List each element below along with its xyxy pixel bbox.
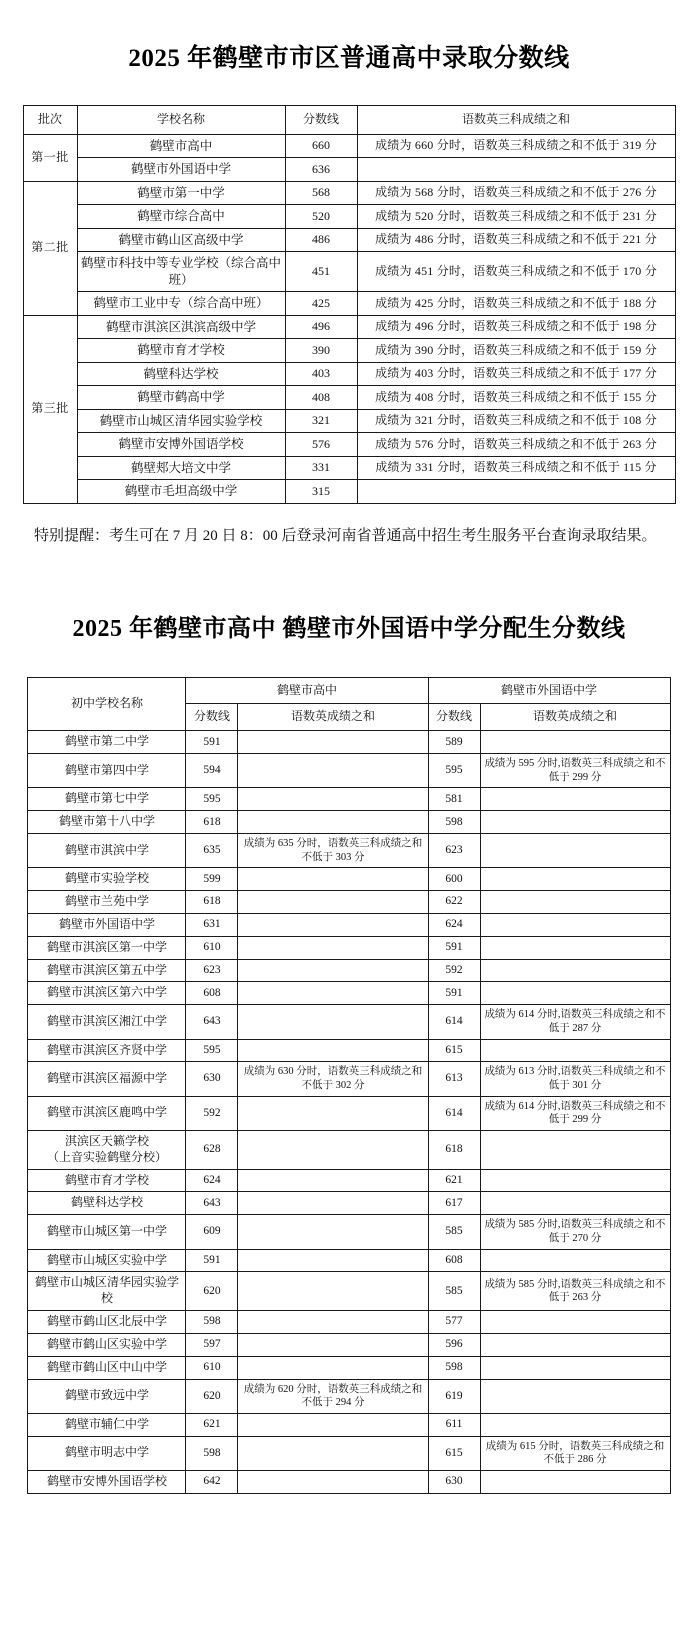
table-row [23, 480, 675, 504]
subject-sum-a-cell [238, 913, 428, 936]
subject-sum-b-cell: 成绩为 614 分时,语数英三科成绩之和不低于 299 分 [480, 1096, 670, 1130]
middle-school-name-cell: 鹤壁市鹤山区北辰中学 [28, 1311, 186, 1334]
subject-sum-b-cell [480, 1413, 670, 1436]
subject-sum-cell [357, 480, 675, 504]
middle-school-name-cell: 鹤壁科达学校 [28, 1192, 186, 1215]
cutoff-score-b-cell: 615 [428, 1039, 480, 1062]
cutoff-score-a-cell: 610 [186, 1356, 238, 1379]
subject-sum-b-cell [480, 1249, 670, 1272]
subject-sum-a-cell [238, 788, 428, 811]
subject-sum-b-cell [480, 1192, 670, 1215]
cutoff-score-a-cell: 620 [186, 1379, 238, 1413]
cutoff-score-b-cell: 598 [428, 1356, 480, 1379]
cutoff-score-cell: 321 [285, 409, 357, 433]
middle-school-name-cell: 淇滨区天籁学校 （上音实验鹤壁分校） [28, 1130, 186, 1169]
table-row [28, 982, 670, 1005]
school-name-cell: 鹤壁市工业中专（综合高中班） [77, 292, 285, 316]
subject-sum-cell: 成绩为 408 分时，语数英三科成绩之和不低于 155 分 [357, 386, 675, 410]
subject-sum-cell: 成绩为 403 分时，语数英三科成绩之和不低于 177 分 [357, 362, 675, 386]
subject-sum-b-cell [480, 1333, 670, 1356]
cutoff-score-a-cell: 642 [186, 1470, 238, 1493]
subject-sum-a-cell [238, 811, 428, 834]
admission-score-table [23, 105, 676, 504]
table-row [28, 913, 670, 936]
subject-sum-cell: 成绩为 576 分时，语数英三科成绩之和不低于 263 分 [357, 433, 675, 457]
cutoff-score-a-cell: 643 [186, 1192, 238, 1215]
table-row [28, 959, 670, 982]
table-row [28, 868, 670, 891]
table-header-row-top [28, 677, 670, 704]
subject-sum-a-cell [238, 1169, 428, 1192]
cutoff-score-cell: 660 [285, 134, 357, 158]
subject-sum-a-cell [238, 1249, 428, 1272]
subject-sum-a-cell [238, 1356, 428, 1379]
subject-sum-b-cell: 成绩为 614 分时,语数英三科成绩之和不低于 287 分 [480, 1005, 670, 1039]
column-header-cutoff: 分数线 [285, 106, 357, 135]
school-name-cell: 鹤壁市科技中等专业学校（综合高中班） [77, 252, 285, 292]
cutoff-score-a-cell: 624 [186, 1169, 238, 1192]
cutoff-score-a-cell: 630 [186, 1062, 238, 1096]
subject-sum-b-cell: 成绩为 615 分时，语数英三科成绩之和不低于 286 分 [480, 1436, 670, 1470]
cutoff-score-b-cell: 591 [428, 936, 480, 959]
subject-sum-b-cell [480, 731, 670, 754]
subject-sum-b-cell [480, 1470, 670, 1493]
subject-sum-a-cell [238, 1192, 428, 1215]
cutoff-score-b-cell: 619 [428, 1379, 480, 1413]
subject-sum-a-cell [238, 1039, 428, 1062]
cutoff-score-b-cell: 611 [428, 1413, 480, 1436]
column-header-middle-school: 初中学校名称 [28, 677, 186, 731]
page-title-second-table: 2025 年鹤壁市高中 鹤壁市外国语中学分配生分数线 [72, 616, 626, 643]
cutoff-score-b-cell: 592 [428, 959, 480, 982]
subject-sum-cell: 成绩为 520 分时，语数英三科成绩之和不低于 231 分 [357, 205, 675, 229]
cutoff-score-a-cell: 598 [186, 1311, 238, 1334]
cutoff-score-b-cell: 624 [428, 913, 480, 936]
cutoff-score-a-cell: 609 [186, 1215, 238, 1249]
table-row [23, 181, 675, 205]
subject-sum-cell: 成绩为 660 分时，语数英三科成绩之和不低于 319 分 [357, 134, 675, 158]
cutoff-score-a-cell: 594 [186, 754, 238, 788]
table-row [28, 1356, 670, 1379]
middle-school-name-cell: 鹤壁市淇滨区福源中学 [28, 1062, 186, 1096]
cutoff-score-cell: 496 [285, 315, 357, 339]
table-row [23, 409, 675, 433]
cutoff-score-b-cell: 596 [428, 1333, 480, 1356]
column-header-school-b: 鹤壁市外国语中学 [428, 677, 670, 704]
cutoff-score-b-cell: 623 [428, 834, 480, 868]
cutoff-score-b-cell: 621 [428, 1169, 480, 1192]
table-row [28, 788, 670, 811]
table-row [23, 292, 675, 316]
table-header-row [23, 106, 675, 135]
subject-sum-a-cell [238, 1005, 428, 1039]
batch-cell: 第三批 [23, 315, 77, 503]
subject-sum-b-cell [480, 913, 670, 936]
school-name-cell: 鹤壁市安博外国语学校 [77, 433, 285, 457]
cutoff-score-cell: 390 [285, 339, 357, 363]
cutoff-score-b-cell: 608 [428, 1249, 480, 1272]
cutoff-score-a-cell: 598 [186, 1436, 238, 1470]
table-row [23, 205, 675, 229]
subject-sum-b-cell [480, 982, 670, 1005]
table-row [28, 1379, 670, 1413]
middle-school-name-cell: 鹤壁市外国语中学 [28, 913, 186, 936]
subject-sum-b-cell: 成绩为 613 分时,语数英三科成绩之和不低于 301 分 [480, 1062, 670, 1096]
cutoff-score-a-cell: 623 [186, 959, 238, 982]
middle-school-name-cell: 鹤壁市淇滨区第一中学 [28, 936, 186, 959]
subject-sum-a-cell [238, 1413, 428, 1436]
school-name-cell: 鹤壁科达学校 [77, 362, 285, 386]
subject-sum-cell: 成绩为 425 分时，语数英三科成绩之和不低于 188 分 [357, 292, 675, 316]
first-table-wrapper [0, 105, 698, 504]
document-page [0, 17, 698, 1534]
middle-school-name-cell: 鹤壁市安博外国语学校 [28, 1470, 186, 1493]
table-row [23, 456, 675, 480]
column-header-batch: 批次 [23, 106, 77, 135]
cutoff-score-a-cell: 620 [186, 1272, 238, 1311]
middle-school-name-cell: 鹤壁市淇滨区鹿鸣中学 [28, 1096, 186, 1130]
cutoff-score-a-cell: 635 [186, 834, 238, 868]
subject-sum-b-cell [480, 868, 670, 891]
table-row [28, 731, 670, 754]
subject-sum-cell: 成绩为 496 分时，语数英三科成绩之和不低于 198 分 [357, 315, 675, 339]
subject-sum-a-cell [238, 868, 428, 891]
table-header [23, 106, 675, 135]
column-header-sum-a: 语数英成绩之和 [238, 704, 428, 731]
school-name-cell: 鹤壁市淇滨区淇滨高级中学 [77, 315, 285, 339]
middle-school-name-cell: 鹤壁市淇滨区第五中学 [28, 959, 186, 982]
table-row [28, 1062, 670, 1096]
table-row [28, 811, 670, 834]
middle-school-name-cell: 鹤壁市第四中学 [28, 754, 186, 788]
page-title-first-table: 2025 年鹤壁市市区普通高中录取分数线 [128, 44, 570, 72]
cutoff-score-cell: 425 [285, 292, 357, 316]
subject-sum-a-cell [238, 1130, 428, 1169]
cutoff-score-a-cell: 595 [186, 1039, 238, 1062]
subject-sum-cell: 成绩为 451 分时，语数英三科成绩之和不低于 170 分 [357, 252, 675, 292]
subject-sum-b-cell [480, 1311, 670, 1334]
table-row [28, 1130, 670, 1169]
subject-sum-b-cell: 成绩为 585 分时,语数英三科成绩之和不低于 263 分 [480, 1272, 670, 1311]
subject-sum-b-cell: 成绩为 595 分时,语数英三科成绩之和不低于 299 分 [480, 754, 670, 788]
subject-sum-a-cell: 成绩为 620 分时，语数英三科成绩之和不低于 294 分 [238, 1379, 428, 1413]
middle-school-name-cell: 鹤壁市第二中学 [28, 731, 186, 754]
column-header-sum-b: 语数英成绩之和 [480, 704, 670, 731]
subject-sum-cell: 成绩为 331 分时，语数英三科成绩之和不低于 115 分 [357, 456, 675, 480]
subject-sum-a-cell [238, 731, 428, 754]
school-name-cell: 鹤壁市鹤山区高级中学 [77, 228, 285, 252]
allocation-score-table [27, 677, 670, 1494]
cutoff-score-b-cell: 591 [428, 982, 480, 1005]
cutoff-score-cell: 451 [285, 252, 357, 292]
table-row [28, 754, 670, 788]
table-row [28, 1169, 670, 1192]
school-name-cell: 鹤壁市外国语中学 [77, 158, 285, 182]
cutoff-score-b-cell: 618 [428, 1130, 480, 1169]
cutoff-score-a-cell: 621 [186, 1413, 238, 1436]
middle-school-name-cell: 鹤壁市山城区清华园实验学校 [28, 1272, 186, 1311]
second-table-wrapper [0, 677, 698, 1494]
table-row [28, 1192, 670, 1215]
cutoff-score-a-cell: 597 [186, 1333, 238, 1356]
subject-sum-a-cell [238, 1436, 428, 1470]
cutoff-score-b-cell: 585 [428, 1215, 480, 1249]
school-name-cell: 鹤壁市综合高中 [77, 205, 285, 229]
school-name-cell: 鹤壁市育才学校 [77, 339, 285, 363]
subject-sum-b-cell [480, 1169, 670, 1192]
column-header-school: 学校名称 [77, 106, 285, 135]
middle-school-name-cell: 鹤壁市育才学校 [28, 1169, 186, 1192]
cutoff-score-cell: 408 [285, 386, 357, 410]
column-header-school-a: 鹤壁市高中 [186, 677, 428, 704]
cutoff-score-b-cell: 614 [428, 1096, 480, 1130]
table-row [23, 228, 675, 252]
middle-school-name-cell: 鹤壁市淇滨区第六中学 [28, 982, 186, 1005]
cutoff-score-b-cell: 589 [428, 731, 480, 754]
cutoff-score-cell: 315 [285, 480, 357, 504]
cutoff-score-b-cell: 613 [428, 1062, 480, 1096]
table-row [28, 1413, 670, 1436]
cutoff-score-a-cell: 608 [186, 982, 238, 1005]
subject-sum-b-cell [480, 788, 670, 811]
subject-sum-a-cell [238, 936, 428, 959]
table-row [23, 433, 675, 457]
cutoff-score-b-cell: 595 [428, 754, 480, 788]
cutoff-score-a-cell: 631 [186, 913, 238, 936]
middle-school-name-cell: 鹤壁市淇滨区齐贤中学 [28, 1039, 186, 1062]
table-row [23, 134, 675, 158]
column-header-cutoff-a: 分数线 [186, 704, 238, 731]
subject-sum-b-cell [480, 936, 670, 959]
cutoff-score-b-cell: 600 [428, 868, 480, 891]
batch-cell: 第一批 [23, 134, 77, 181]
middle-school-name-cell: 鹤壁市第十八中学 [28, 811, 186, 834]
cutoff-score-a-cell: 618 [186, 811, 238, 834]
subject-sum-b-cell [480, 1130, 670, 1169]
cutoff-score-a-cell: 643 [186, 1005, 238, 1039]
cutoff-score-cell: 636 [285, 158, 357, 182]
middle-school-name-cell: 鹤壁市第七中学 [28, 788, 186, 811]
subject-sum-a-cell [238, 754, 428, 788]
cutoff-score-b-cell: 617 [428, 1192, 480, 1215]
cutoff-score-cell: 486 [285, 228, 357, 252]
table-header [28, 677, 670, 731]
subject-sum-cell: 成绩为 568 分时，语数英三科成绩之和不低于 276 分 [357, 181, 675, 205]
table-row [28, 1039, 670, 1062]
school-name-cell: 鹤壁市山城区清华园实验学校 [77, 409, 285, 433]
cutoff-score-b-cell: 615 [428, 1436, 480, 1470]
special-reminder-note: 特别提醒：考生可在 7 月 20 日 8：00 后登录河南省普通高中招生考生服务平台查询录取结果。 [34, 527, 657, 544]
subject-sum-a-cell [238, 1272, 428, 1311]
subject-sum-cell [357, 158, 675, 182]
cutoff-score-b-cell: 630 [428, 1470, 480, 1493]
middle-school-name-cell: 鹤壁市鹤山区实验中学 [28, 1333, 186, 1356]
cutoff-score-cell: 576 [285, 433, 357, 457]
subject-sum-a-cell [238, 891, 428, 914]
cutoff-score-b-cell: 598 [428, 811, 480, 834]
cutoff-score-a-cell: 592 [186, 1096, 238, 1130]
table-row [28, 1249, 670, 1272]
subject-sum-a-cell [238, 1470, 428, 1493]
table-row [28, 1272, 670, 1311]
subject-sum-a-cell: 成绩为 630 分时，语数英三科成绩之和不低于 302 分 [238, 1062, 428, 1096]
table-body [28, 731, 670, 1493]
subject-sum-cell: 成绩为 486 分时，语数英三科成绩之和不低于 221 分 [357, 228, 675, 252]
table-row [23, 252, 675, 292]
middle-school-name-cell: 鹤壁市山城区第一中学 [28, 1215, 186, 1249]
subject-sum-cell: 成绩为 321 分时，语数英三科成绩之和不低于 108 分 [357, 409, 675, 433]
middle-school-name-cell: 鹤壁市淇滨区湘江中学 [28, 1005, 186, 1039]
subject-sum-a-cell [238, 982, 428, 1005]
cutoff-score-cell: 331 [285, 456, 357, 480]
middle-school-name-cell: 鹤壁市兰苑中学 [28, 891, 186, 914]
cutoff-score-a-cell: 610 [186, 936, 238, 959]
table-row [28, 1215, 670, 1249]
subject-sum-b-cell [480, 834, 670, 868]
cutoff-score-a-cell: 591 [186, 1249, 238, 1272]
table-row [28, 1470, 670, 1493]
table-row [28, 1333, 670, 1356]
batch-cell: 第二批 [23, 181, 77, 315]
school-name-cell: 鹤壁市鹤高中学 [77, 386, 285, 410]
cutoff-score-cell: 520 [285, 205, 357, 229]
school-name-cell: 鹤壁市高中 [77, 134, 285, 158]
cutoff-score-a-cell: 628 [186, 1130, 238, 1169]
subject-sum-b-cell [480, 959, 670, 982]
table-row [23, 386, 675, 410]
subject-sum-a-cell [238, 1096, 428, 1130]
middle-school-name-cell: 鹤壁市辅仁中学 [28, 1413, 186, 1436]
table-body [23, 134, 675, 503]
subject-sum-cell: 成绩为 390 分时，语数英三科成绩之和不低于 159 分 [357, 339, 675, 363]
middle-school-name-cell: 鹤壁市鹤山区中山中学 [28, 1356, 186, 1379]
subject-sum-a-cell [238, 1215, 428, 1249]
cutoff-score-a-cell: 595 [186, 788, 238, 811]
subject-sum-a-cell [238, 1333, 428, 1356]
cutoff-score-cell: 403 [285, 362, 357, 386]
subject-sum-b-cell [480, 811, 670, 834]
column-header-cutoff-b: 分数线 [428, 704, 480, 731]
school-name-cell: 鹤壁市毛坦高级中学 [77, 480, 285, 504]
subject-sum-b-cell [480, 1039, 670, 1062]
cutoff-score-b-cell: 581 [428, 788, 480, 811]
subject-sum-b-cell [480, 1379, 670, 1413]
middle-school-name-cell: 鹤壁市实验学校 [28, 868, 186, 891]
table-row [23, 315, 675, 339]
subject-sum-b-cell: 成绩为 585 分时,语数英三科成绩之和不低于 270 分 [480, 1215, 670, 1249]
cutoff-score-b-cell: 585 [428, 1272, 480, 1311]
middle-school-name-cell: 鹤壁市明志中学 [28, 1436, 186, 1470]
middle-school-name-cell: 鹤壁市致远中学 [28, 1379, 186, 1413]
column-header-sum: 语数英三科成绩之和 [357, 106, 675, 135]
table-row [23, 158, 675, 182]
subject-sum-a-cell: 成绩为 635 分时，语数英三科成绩之和不低于 303 分 [238, 834, 428, 868]
subject-sum-a-cell [238, 959, 428, 982]
subject-sum-b-cell [480, 891, 670, 914]
table-row [28, 1096, 670, 1130]
school-name-cell: 鹤壁郏大培文中学 [77, 456, 285, 480]
middle-school-name-cell: 鹤壁市淇滨中学 [28, 834, 186, 868]
cutoff-score-b-cell: 622 [428, 891, 480, 914]
cutoff-score-b-cell: 614 [428, 1005, 480, 1039]
middle-school-name-cell: 鹤壁市山城区实验中学 [28, 1249, 186, 1272]
table-row [23, 339, 675, 363]
cutoff-score-a-cell: 591 [186, 731, 238, 754]
table-row [28, 1311, 670, 1334]
cutoff-score-a-cell: 599 [186, 868, 238, 891]
table-row [28, 936, 670, 959]
subject-sum-b-cell [480, 1356, 670, 1379]
cutoff-score-cell: 568 [285, 181, 357, 205]
subject-sum-a-cell [238, 1311, 428, 1334]
table-row [28, 1005, 670, 1039]
bottom-spacer [0, 1494, 698, 1534]
table-row [23, 362, 675, 386]
school-name-cell: 鹤壁市第一中学 [77, 181, 285, 205]
cutoff-score-b-cell: 577 [428, 1311, 480, 1334]
table-row [28, 1436, 670, 1470]
table-row [28, 834, 670, 868]
table-row [28, 891, 670, 914]
cutoff-score-a-cell: 618 [186, 891, 238, 914]
